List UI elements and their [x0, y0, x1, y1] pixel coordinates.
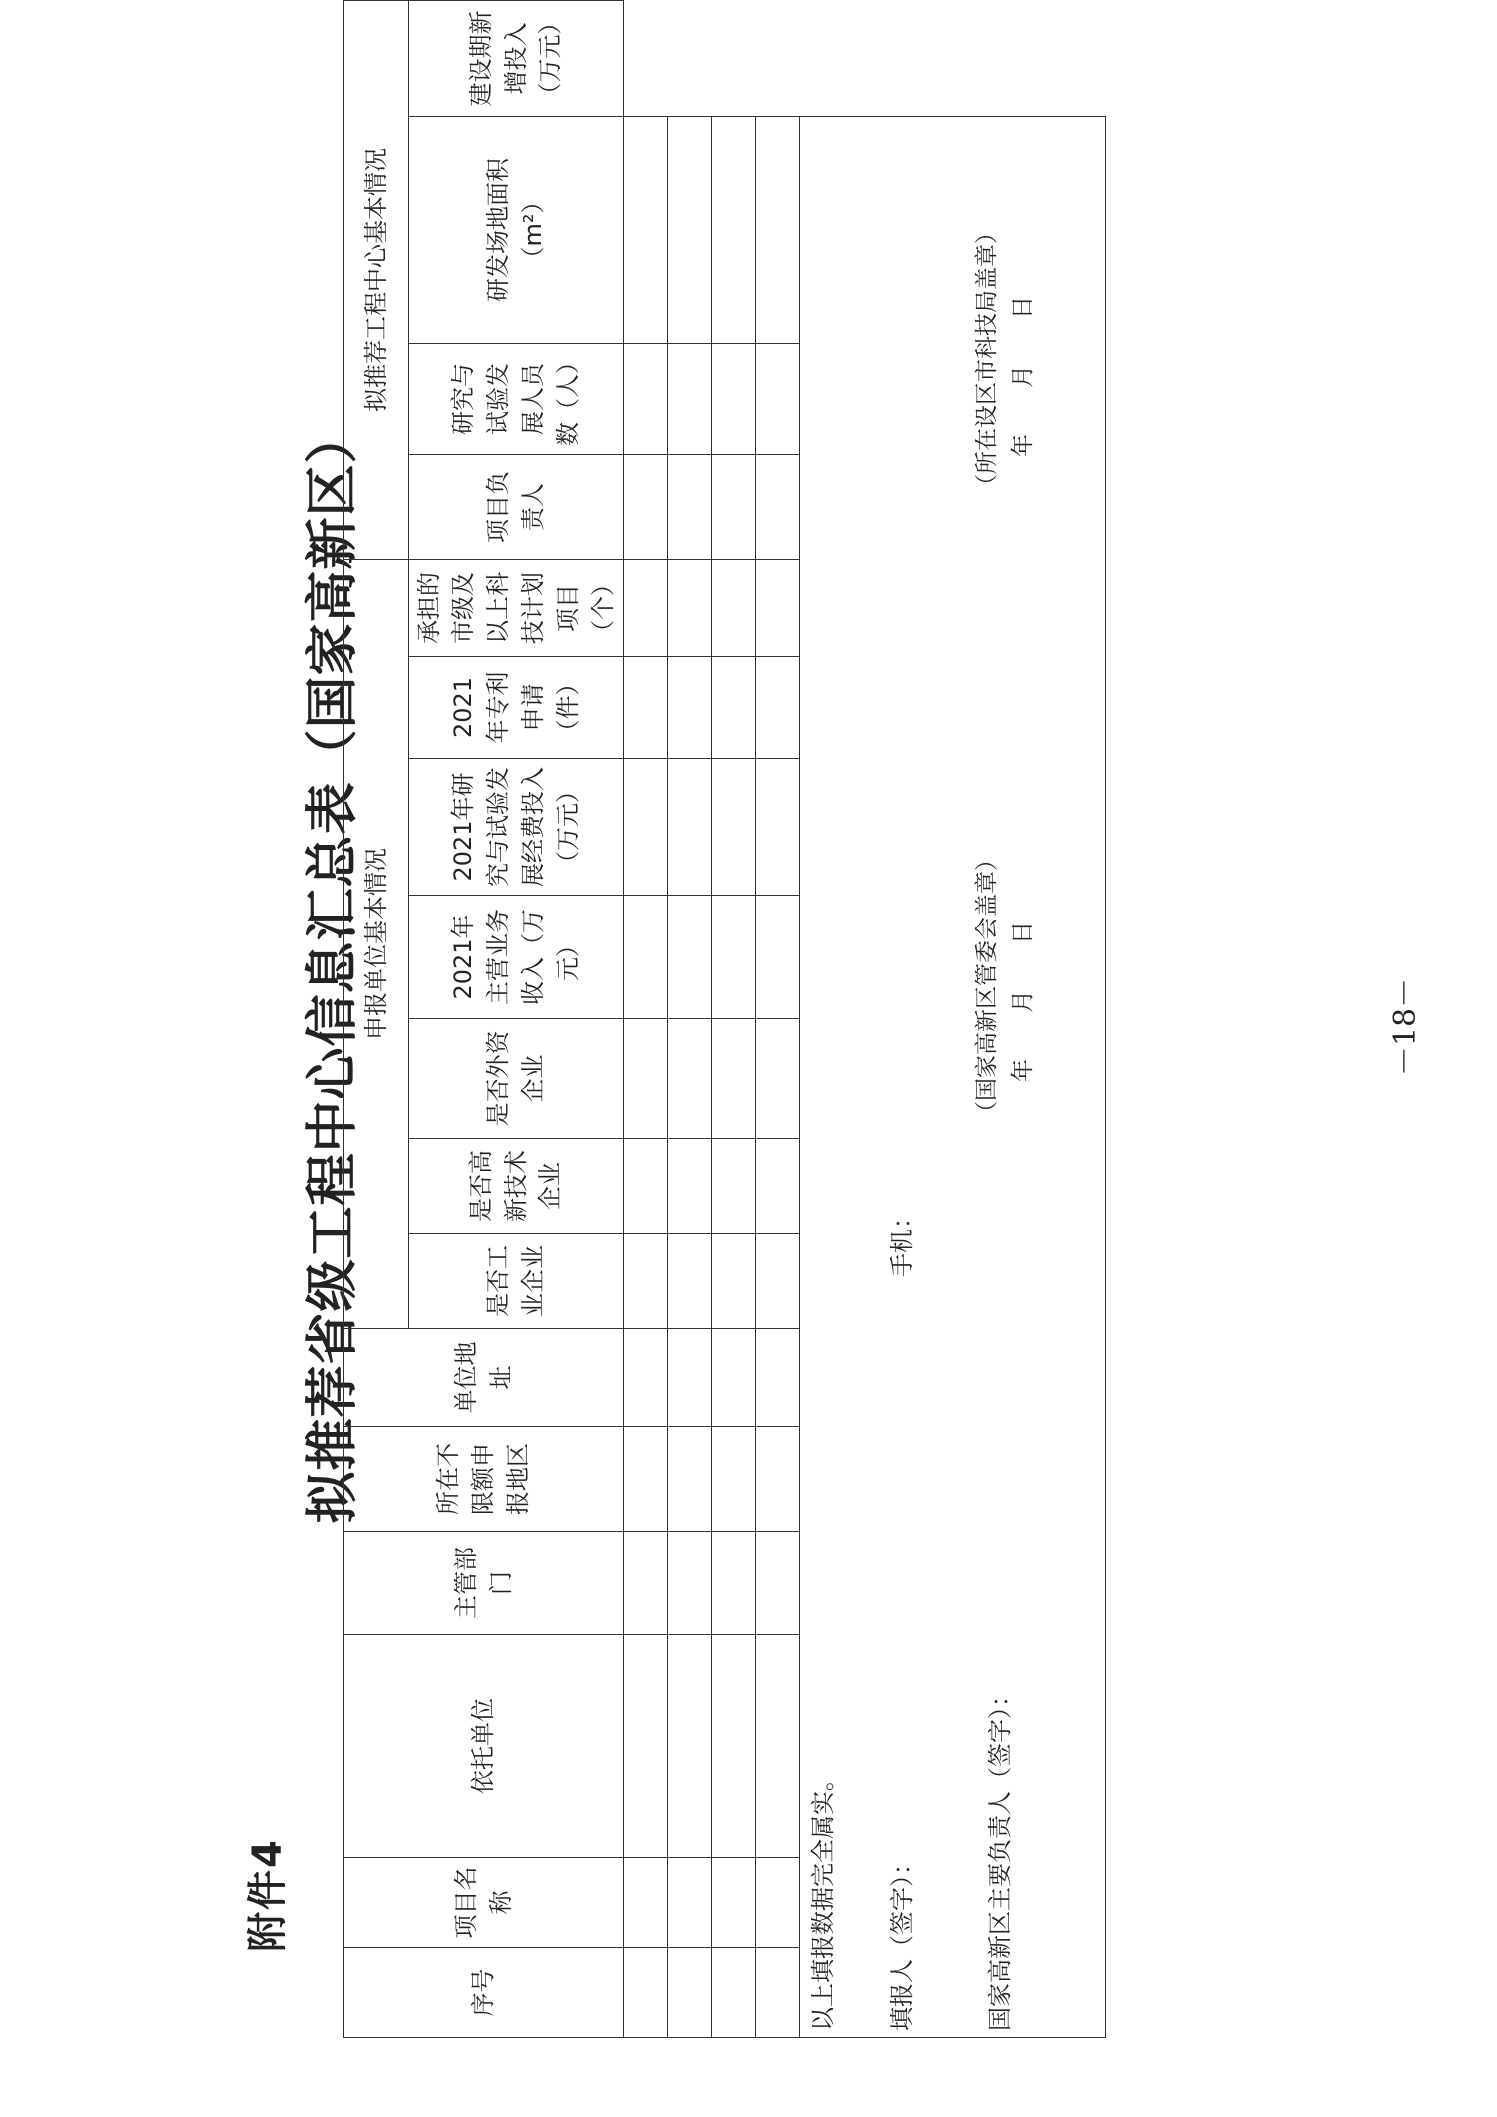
header-revenue-2021: 2021年主营业务收入（万元）	[409, 896, 624, 1019]
header-center-group: 拟推荐工程中心基本情况	[344, 1, 409, 560]
table-row	[624, 1, 668, 2038]
table-row	[712, 1, 756, 2038]
committee-date: 年 月 日	[1010, 921, 1036, 1082]
table-row	[668, 1, 712, 2038]
notes-row	[800, 1, 1106, 2038]
header-rd-staff: 研究与试验发展人员数（人）	[409, 344, 624, 455]
header-serial: 序号	[344, 1948, 624, 2038]
header-projects: 承担的市级及以上科技计划项目（个）	[409, 560, 624, 657]
page-number: －18－	[1388, 977, 1423, 1077]
committee-seal-label: （国家高新区管委会盖章）	[974, 848, 1000, 1124]
header-new-investment: 建设期新增投入（万元）	[409, 1, 624, 117]
page-title: 拟推荐省级工程中心信息汇总表（国家高新区）	[303, 410, 363, 1524]
attachment-label: 附件4	[245, 1838, 291, 1952]
header-applicant-group: 申报单位基本情况	[344, 560, 409, 1329]
header-rd-2021: 2021年研究与试验发展经费投入（万元）	[409, 759, 624, 896]
phone-label: 手机：	[888, 1205, 916, 1277]
header-patents-2021: 2021年专利申请（件）	[409, 657, 624, 759]
header-rd-area: 研发场地面积（m²）	[409, 117, 624, 344]
header-foreign: 是否外资企业	[409, 1019, 624, 1139]
header-host-unit: 依托单位	[344, 1635, 624, 1858]
leader-signature-label: 国家高新区主要负责人（签字）：	[986, 1683, 1014, 2031]
data-statement: 以上填报数据完全属实。	[809, 1767, 837, 2031]
summary-table	[343, 0, 1106, 2038]
header-project-name: 项目名称	[344, 1858, 624, 1948]
header-leader: 项目负责人	[409, 455, 624, 560]
bureau-seal-label: （所在设区市科技局盖章）	[974, 221, 1000, 497]
table-row	[756, 1, 800, 2038]
header-unit-address: 单位地址	[344, 1329, 624, 1427]
bureau-date: 年 月 日	[1010, 296, 1036, 457]
filler-signature-label: 填报人（签字）：	[888, 1851, 916, 2031]
header-industrial: 是否工业企业	[409, 1234, 624, 1329]
header-authority: 主管部门	[344, 1532, 624, 1635]
header-unlimited-region: 所在不限额申报地区	[344, 1427, 624, 1532]
header-high-tech: 是否高新技术企业	[409, 1139, 624, 1234]
